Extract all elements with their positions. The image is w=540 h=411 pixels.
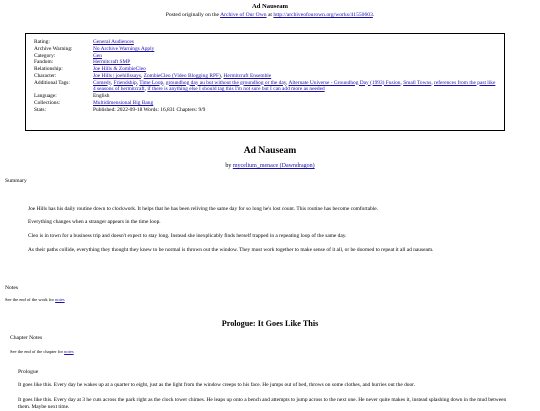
tag-link[interactable]: Small Towns [403,79,432,86]
summary-heading: Summary [5,178,27,184]
character-link[interactable]: ZombieCleo (Video Blogging RPF) [143,72,221,79]
relationship-link[interactable]: Joe Hills & ZombieCleo [93,66,146,72]
relationship-label: Relationship: [34,66,63,72]
page-header [0,3,540,19]
posted-prefix: Posted originally on the [165,12,221,19]
character-link[interactable]: Hermitcraft Ensemble [223,72,272,79]
chapter-title: Prologue: It Goes Like This [221,319,319,328]
posted-at: at [266,12,274,19]
tag-link[interactable]: groundhog day au but without the groundhog or the day [165,79,287,86]
summary-paragraph: Cleo is in town for a business trip and doesn't expect to stay long. Instead she inexplicably finds herself trapped in a repeating loop of the same day. [28,233,347,239]
fandom-label: Fandom: [34,59,54,66]
section-heading: Prologue [18,369,39,375]
stats-label: Stats: [34,106,46,113]
tags-label: Additional Tags: [34,79,70,86]
summary-paragraph: Everything changes when a stranger appears in the time loop. [28,219,161,225]
tag-link[interactable]: Friendship [113,79,137,86]
meta-row-language [34,93,496,100]
meta-row-collections [34,100,496,107]
language-value: English [93,93,110,99]
work-url-link[interactable]: http://archiveofourown.org/works/41550603 [273,12,373,19]
tag-link[interactable]: references from the past like 4 seasons of hermitcraft [93,79,496,93]
meta-row-stats [34,107,496,114]
tag-link[interactable]: if there is anything else I should tag this I'm not sure but I can add more as needed [147,86,325,93]
warning-link[interactable]: No Archive Warnings Apply [93,45,155,52]
character-label: Character: [34,72,57,79]
byline [0,163,540,171]
meta-row-warning [34,46,496,53]
meta-row-rating [34,39,496,46]
fandom-link[interactable]: Hermitcraft SMP [93,59,131,66]
meta-row-fandom [34,59,496,66]
rating-label: Rating: [34,39,50,45]
meta-row-character: Character: Joe Hills | joehillssays, ZombieCleo (Video Blogging RPF), Hermitcraft Ensemble [34,72,272,79]
notes-line [5,297,65,303]
notes-prefix: See the end of the work for [5,297,56,302]
tag-link[interactable]: Alternate Universe - Groundhog Day (1993) Fusion [288,79,401,86]
category-label: Category: [34,52,56,59]
work-title: Ad Nauseam [243,145,297,156]
page-title: Ad Nauseam [251,3,289,10]
stats-value: Published: 2022-09-18 Words: 16,831 Chapters: 9/9 [93,106,206,113]
chapter-notes-link[interactable]: notes [64,349,74,354]
archive-link[interactable]: Archive of Our Own [220,12,267,19]
notes-link[interactable]: notes [55,297,65,302]
chapter-paragraph: It goes like this. Every day at 3 he cuts across the park right as the clock tower chimes. He leaps up onto a bench and attempts to jump across to the next one. He never quite makes it, instead splashing down in the mud between them. Maybe next time. [18,397,507,410]
notes-heading: Notes [5,285,19,291]
author-link[interactable]: mycelium_menace (Dawndragon) [232,163,315,169]
rating-link[interactable]: General Audiences [93,39,134,45]
language-label: Language: [34,93,57,99]
summary-paragraph: Joe Hills has his daily routine down to clockwork. It helps that he has been reliving the same day for so long he's lost count. This routine has become comfortable. [28,206,378,212]
byline-prefix: by [225,163,233,169]
chapter-notes-heading: Chapter Notes [10,335,43,341]
chapter-notes-line [10,349,74,355]
character-link[interactable]: Joe Hills | joehillssays [93,72,141,79]
posted-line [0,12,540,19]
posted-period: . [372,12,375,19]
chapter-paragraph: It goes like this. Every day he wakes up at a quarter to eight, just as the light from the window creeps to his face. He jumps out of bed, throws on some clothes, and hurries out the door. [18,382,416,388]
tag-link[interactable]: Time Loop [139,79,164,86]
collection-link[interactable]: Multidimensional Big Bang [93,99,154,106]
meta-row-relationship [34,66,496,73]
category-link[interactable]: Gen [93,52,102,59]
collections-label: Collections: [34,99,61,106]
chapter-notes-prefix: See the end of the chapter for [10,349,65,354]
tag-link[interactable]: Comedy [93,79,111,86]
work-meta-box [25,33,505,131]
warning-label: Archive Warning: [34,45,73,52]
summary-paragraph: As their paths collide, everything they thought they knew to be normal is thrown out the window. They must work together to make sense of it all, or be doomed to repeat it all ad nauseam. [28,247,434,253]
meta-row-tags: Additional Tags: Comedy, Friendship, Time Loop, groundhog day au but without the groundhog or the day, Alternate Universe - Groundhog Day (1993) Fusion, Small Towns, references from the past like 4 seasons of hermitcraft, if there is anything else I should tag this I'm not sure but I can add more as needed [34,79,496,93]
